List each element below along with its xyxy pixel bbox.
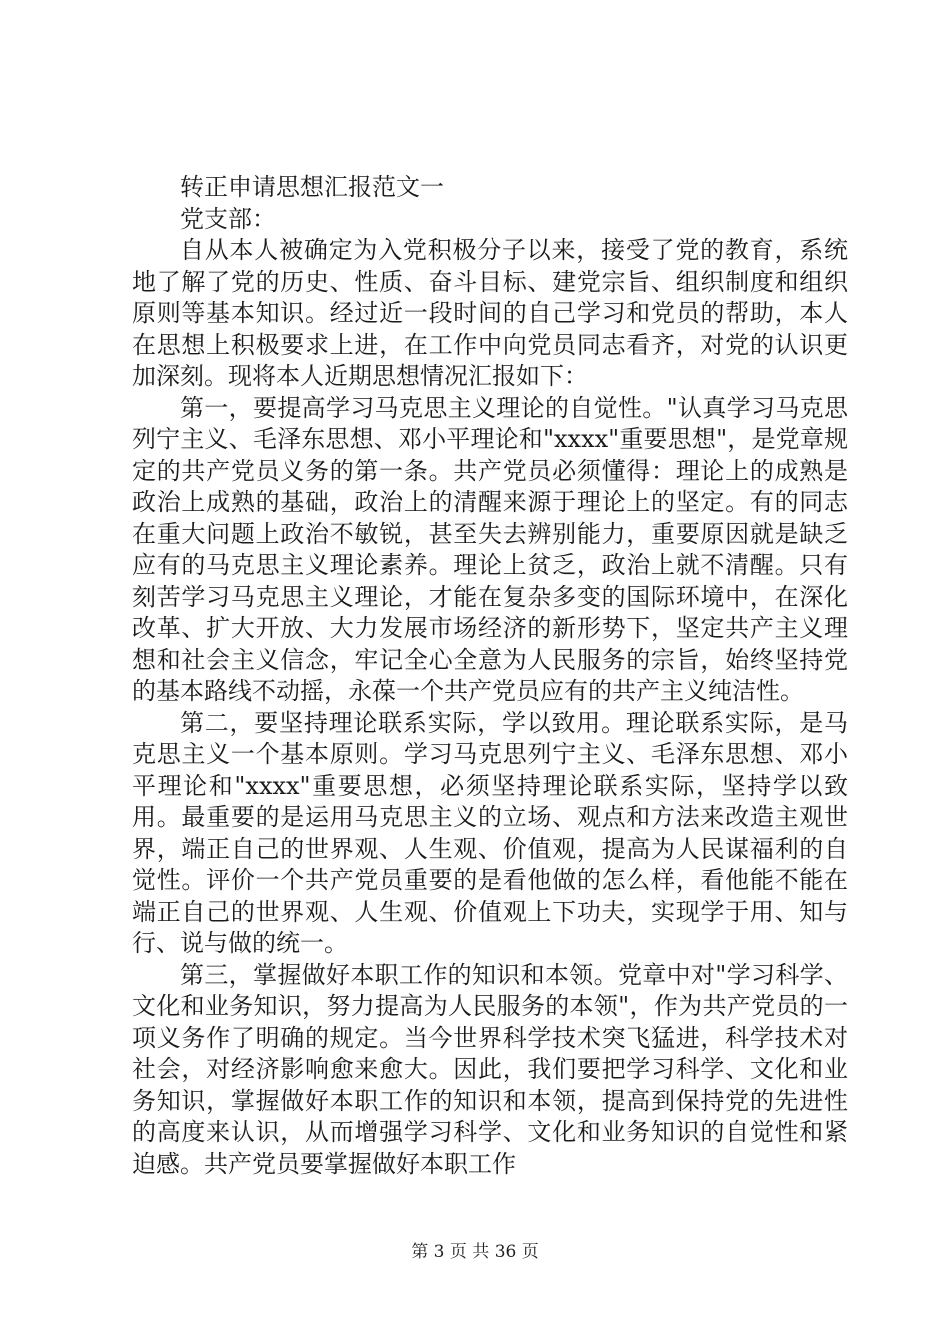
paragraph-point-2: 第二，要坚持理论联系实际，学以致用。理论联系实际，是马克思主义一个基本原则。学习马克思列宁主义、毛泽东思想、邓小平理论和"xxxx"重要思想，必须坚持理论联系实际，坚持学以致用。最重要的是运用马克思主义的立场、观点和方法来改造主观世界，端正自己的世界观、人生观、价值观，提高为人民谋福利的自觉性。评价一个共产党员重要的是看他做的怎么样，看他能不能在端正自己的世界观、人生观、价值观上下功夫，实现学于用、知与行、说与做的统一。 (132, 708, 848, 957)
paragraph-point-1: 第一，要提高学习马克思主义理论的自觉性。"认真学习马克思列宁主义、毛泽东思想、邓小平理论和"xxxx"重要思想"，是党章规定的共产党员义务的第一条。共产党员必须懂得：理论上的成熟是政治上成熟的基础，政治上的清醒来源于理论上的坚定。有的同志在重大问题上政治不敏锐，甚至失去辨别能力，重要原因就是缺乏应有的马克思主义理论素养。理论上贫乏，政治上就不清醒。只有刻苦学习马克思主义理论，才能在复杂多变的国际环境中，在深化改革、扩大开放、大力发展市场经济的新形势下，坚定共产主义理想和社会主义信念，牢记全心全意为人民服务的宗旨，始终坚持党的基本路线不动摇，永葆一个共产党员应有的共产主义纯洁性。 (132, 393, 848, 705)
page-number-footer: 第 3 页 共 36 页 (411, 1242, 539, 1262)
document-body (132, 172, 848, 1180)
paragraph-intro: 自从本人被确定为入党积极分子以来，接受了党的教育，系统地了解了党的历史、性质、奋斗目标、建党宗旨、组织制度和组织原则等基本知识。经过近一段时间的自己学习和党员的帮助，本人在思想上积极要求上进，在工作中向党员同志看齐，对党的认识更加深刻。现将本人近期思想情况汇报如下： (132, 236, 848, 390)
document-title: 转正申请思想汇报范文一 (180, 173, 444, 201)
salutation: 党支部： (180, 204, 276, 233)
paragraph-point-3: 第三，掌握做好本职工作的知识和本领。党章中对"学习科学、文化和业务知识，努力提高为人民服务的本领"，作为共产党员的一项义务作了明确的规定。当今世界科学技术突飞猛进，科学技术对社会，对经济影响愈来愈大。因此，我们要把学习科学、文化和业务知识，掌握做好本职工作的知识和本领，提高到保持党的先进性的高度来认识，从而增强学习科学、文化和业务知识的自觉性和紧迫感。共产党员要掌握做好本职工作 (132, 960, 848, 1178)
